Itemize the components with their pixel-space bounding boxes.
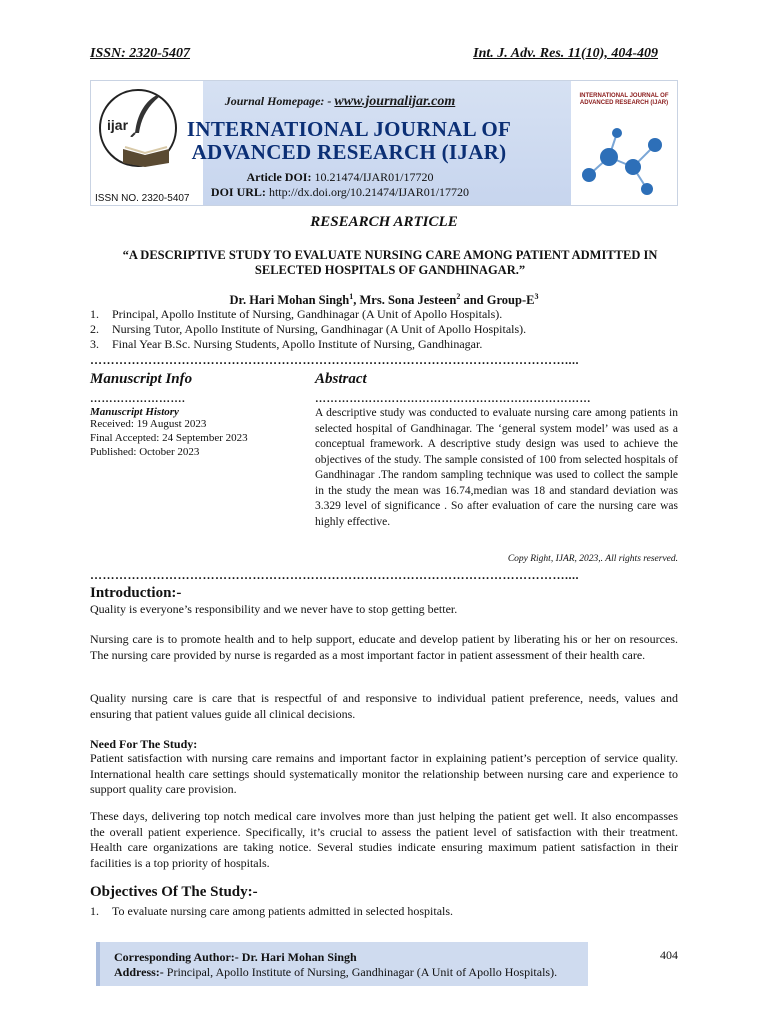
author-2-sup: 2 xyxy=(456,292,461,301)
corr-name: Dr. Hari Mohan Singh xyxy=(241,950,357,964)
affiliation-1 xyxy=(90,307,502,322)
need-paragraph-1: Patient satisfaction with nursing care remains and important factor in explaining patient’s perception of service quality. International health care settings should systematically monitor the relationship between nursing care and experience to support quality care provision. xyxy=(90,751,678,796)
need-paragraph-2: These days, delivering top notch medical care involves more than just helping the patient get well. It also encompasses the overall patient experience. Specifically, it’s crucial to assess the patient level of satisfaction with their treatment. Health care organizations are taking notice. Several studies indicate ensuring maximum patient satisfaction in their facilities is a top priority of hospitals. xyxy=(90,809,678,870)
affiliation-2 xyxy=(90,322,526,337)
addr-text: Principal, Apollo Institute of Nursing, Gandhinagar (A Unit of Apollo Hospitals). xyxy=(166,965,558,979)
author-1-sup: 1 xyxy=(349,292,354,301)
introduction-heading: Introduction:- xyxy=(90,585,182,601)
journal-cover-image xyxy=(571,81,677,205)
page-number: 404 xyxy=(660,948,678,962)
doi-block xyxy=(170,170,510,200)
author-list xyxy=(0,292,768,308)
article-title-line2: SELECTED HOSPITALS OF GANDHINAGAR.” xyxy=(254,263,526,277)
objective-num: 1. xyxy=(90,904,99,918)
addr-label: Address:- xyxy=(114,965,164,979)
molecule-icon xyxy=(577,123,671,199)
manuscript-info-heading: Manuscript Info xyxy=(90,371,193,387)
article-type: RESEARCH ARTICLE xyxy=(310,214,458,230)
intro-paragraph-3: Quality nursing care is care that is respectful of and responsive to individual patient preference, needs, values and ensuring that patient values guide all clinical decisions. xyxy=(90,691,678,721)
doi-label: Article DOI: xyxy=(246,170,312,184)
separator-top: …………………………………………………………………………………………………….... xyxy=(90,353,579,367)
affiliation-num: 3. xyxy=(90,337,99,351)
author-3-sup: 3 xyxy=(534,292,539,301)
author-sep-1: , xyxy=(353,293,360,308)
author-sep-2: and xyxy=(460,293,487,308)
journal-homepage xyxy=(170,94,510,110)
author-1: Dr. Hari Mohan Singh xyxy=(229,293,350,308)
abstract-dots: ……………………………………………………………… xyxy=(315,393,591,405)
objectives-heading: Objectives Of The Study:- xyxy=(90,884,258,900)
doi-url-label: DOI URL: xyxy=(210,185,266,199)
intro-paragraph-2: Nursing care is to promote health and to help support, educate and develop patient by liberating his or her on resources. The nursing care provided by nurse is regarded as a most important factor in patient assessment of their health care. xyxy=(90,632,678,662)
corresponding-address xyxy=(114,965,557,980)
affiliation-text: Nursing Tutor, Apollo Institute of Nursing, Gandhinagar (A Unit of Apollo Hospitals). xyxy=(112,322,527,336)
objective-text: To evaluate nursing care among patients admitted in selected hospitals. xyxy=(112,904,454,918)
abstract-heading: Abstract xyxy=(315,371,367,387)
journal-title xyxy=(124,118,574,164)
article-title xyxy=(110,248,670,278)
author-3: Group-E xyxy=(486,293,535,308)
journal-issn: ISSN: 2320-5407 xyxy=(90,46,190,61)
manuscript-history-label: Manuscript History xyxy=(90,406,179,418)
homepage-link[interactable]: www.journalijar.com xyxy=(334,94,456,109)
doi-value: 10.21474/IJAR01/17720 xyxy=(314,170,434,184)
separator-bottom: …………………………………………………………………………………………………….... xyxy=(90,568,579,582)
manuscript-dots: ……………………. xyxy=(90,393,186,405)
journal-title-line1: INTERNATIONAL JOURNAL OF xyxy=(186,117,512,141)
accepted-date: Final Accepted: 24 September 2023 xyxy=(90,432,248,444)
affiliation-text: Principal, Apollo Institute of Nursing, Gandhinagar (A Unit of Apollo Hospitals). xyxy=(112,307,503,321)
copyright-notice: Copy Right, IJAR, 2023,. All rights reserved. xyxy=(507,554,678,564)
doi-url-link[interactable]: http://dx.doi.org/10.21474/IJAR01/17720 xyxy=(268,185,470,199)
affiliation-3 xyxy=(90,337,482,352)
abstract-text: A descriptive study was conducted to evaluate nursing care among patients in selected hospital of Gandhinagar. The ‘general system model’ was used as a conceptual framework. A descriptive study design was used to achieve the objectives of the study. The sample consisted of 100 from selected hospitals of Gandhinagar .The random sampling technique was used to collect the sample in the study the mean was 16.74,median was 18 and standard deviation was 3.329 level of significance . So after evaluation of care the nursing care was highly effective. xyxy=(315,407,678,528)
need-heading: Need For The Study: xyxy=(90,737,198,751)
logo-text: ijar xyxy=(107,117,129,133)
published-date: Published: October 2023 xyxy=(90,446,200,458)
received-date: Received: 19 August 2023 xyxy=(90,418,207,430)
objective-item-1 xyxy=(90,904,453,919)
logo-issn: ISSN NO. 2320-5407 xyxy=(95,193,190,204)
journal-citation: Int. J. Adv. Res. 11(10), 404-409 xyxy=(473,46,658,61)
author-2: Mrs. Sona Jesteen xyxy=(359,293,457,308)
intro-paragraph-1: Quality is everyone’s responsibility and we never have to stop getting better. xyxy=(90,602,458,616)
affiliation-text: Final Year B.Sc. Nursing Students, Apollo Institute of Nursing, Gandhinagar. xyxy=(112,337,483,351)
homepage-label: Journal Homepage: - xyxy=(224,94,332,108)
corresponding-author xyxy=(114,950,357,965)
affiliation-num: 1. xyxy=(90,307,99,321)
corr-label: Corresponding Author:- xyxy=(114,950,239,964)
cover-title: INTERNATIONAL JOURNAL OF ADVANCED RESEARCH (IJAR) xyxy=(579,93,669,106)
article-title-line1: “A DESCRIPTIVE STUDY TO EVALUATE NURSING CARE AMONG PATIENT ADMITTED IN xyxy=(122,248,658,262)
affiliation-num: 2. xyxy=(90,322,99,336)
journal-title-line2: ADVANCED RESEARCH (IJAR) xyxy=(191,140,507,164)
